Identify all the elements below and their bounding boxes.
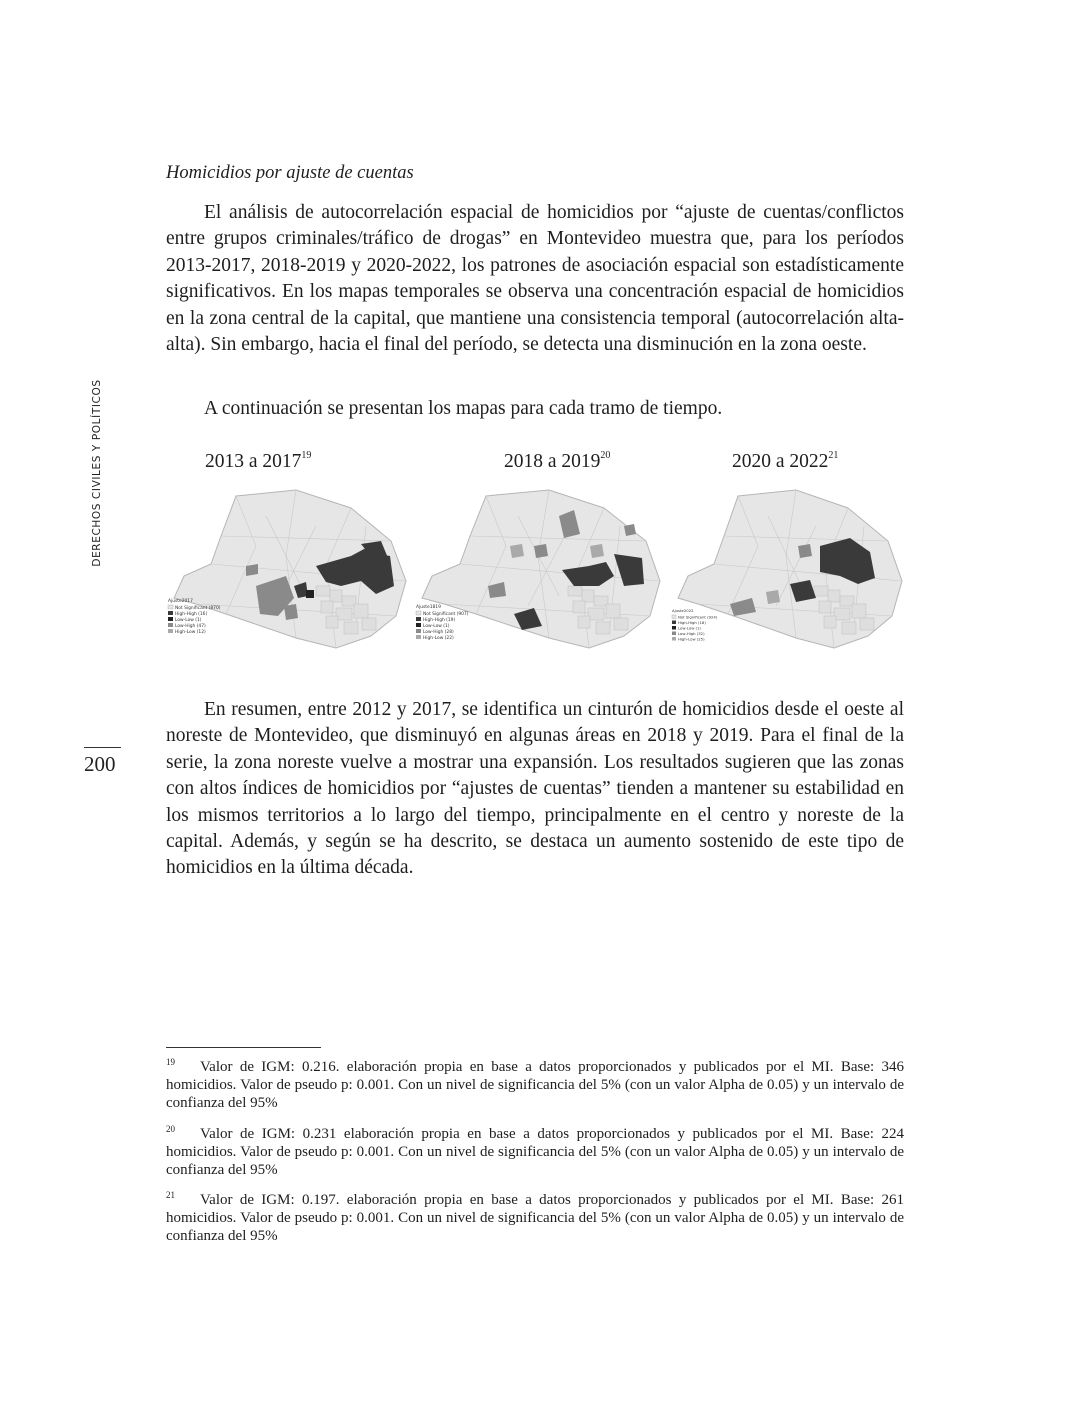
legend-item: Low-Low (1) [423, 624, 450, 629]
paragraph-intro [166, 200, 904, 358]
footnote-text: Valor de IGM: 0.216. elaboración propia en base a datos proporcionados y publicados por el MI. Base: 346 homicidios. Valor de pseudo p: 0.001. Con un nivel de significancia del 5% (con un valor Alpha de 0.05) y un intervalo de confianza del 95% [166, 1059, 904, 1111]
map-figure [414, 486, 666, 656]
map-legend [672, 608, 718, 642]
section-title: Homicidios por ajuste de cuentas [166, 163, 414, 183]
footnote-rule [166, 1047, 321, 1048]
map-label-text: 2018 a 2019 [504, 451, 601, 472]
legend-item: Not Significant (924) [678, 614, 718, 620]
legend-item: High-Low (25) [678, 636, 705, 642]
paragraph-intro-text: El análisis de autocorrelación espacial de homicidios por “ajuste de cuentas/conflictos entre grupos criminales/tráfico de drogas” en Montevideo muestra que, para los períodos 2013-2017, 2018-2019 y 2020-2022, los patrones de asociación espacial son estadísticamente significativos. En los mapas temporales se observa una concentración espacial de homicidios en la zona central de la capital, que mantiene una consistencia temporal (autocorrelación alta-alta). Sin embargo, hacia el final del período, se detecta una disminución en la zona oeste. [166, 202, 904, 356]
map-figure [166, 486, 411, 656]
map-figure [670, 486, 906, 656]
legend-item: Low-High (28) [423, 630, 454, 635]
map-label-text: 2020 a 2022 [732, 451, 829, 472]
legend-item: Low-Low (1) [678, 625, 701, 631]
footnote-ref[interactable]: 20 [600, 450, 611, 461]
lisa-map-2018-2019 [414, 486, 666, 656]
running-head-text: DERECHOS CIVILES Y POLÍTICOS [91, 379, 103, 567]
map-label-text: 2013 a 2017 [205, 451, 302, 472]
map-label-2020-2022 [732, 450, 838, 473]
running-head [87, 378, 107, 568]
legend-item: High-Low (12) [175, 630, 206, 635]
footnote-19 [166, 1054, 904, 1112]
lisa-map-2013-2017 [166, 486, 411, 656]
map-label-2018-2019 [504, 450, 610, 473]
footnote-number: 19 [166, 1057, 175, 1067]
footnote-ref[interactable]: 21 [828, 450, 839, 461]
page-number: 200 [84, 752, 116, 776]
legend-item: Low-Low (1) [175, 618, 202, 623]
footnote-text: Valor de IGM: 0.231 elaboración propia en base a datos proporcionados y publicados por el MI. Base: 224 homicidios. Valor de pseudo p: 0.001. Con un nivel de significancia del 5% (con un valor Alpha de 0.05) y un intervalo de confianza del 95% [166, 1126, 904, 1178]
high-low-clusters [766, 590, 780, 604]
lisa-map-2020-2022 [670, 486, 906, 656]
legend-item: Not Significant (870) [175, 606, 221, 611]
paragraph-maps-intro-text: A continuación se presentan los mapas para cada tramo de tiempo. [204, 398, 723, 419]
legend-item: High-High (16) [175, 612, 208, 617]
legend-item: High-High (18) [678, 620, 706, 625]
legend-item: Low-High (47) [175, 624, 206, 629]
page-number-rule [84, 747, 121, 748]
legend-item: Not Significant (907) [423, 612, 469, 617]
footnote-number: 21 [166, 1190, 175, 1200]
legend-item: High-High (19) [423, 618, 456, 623]
legend-title: Ajuste2022 [672, 608, 694, 613]
paragraph-maps-intro [166, 396, 904, 422]
map-label-2013-2017 [205, 450, 311, 473]
low-low-cluster [306, 590, 314, 598]
footnote-number: 20 [166, 1124, 175, 1134]
paragraph-summary [166, 697, 904, 882]
footnote-21 [166, 1187, 904, 1245]
legend-title: Ajuste1819 [416, 605, 441, 610]
footnote-text: Valor de IGM: 0.197. elaboración propia en base a datos proporcionados y publicados por el MI. Base: 261 homicidios. Valor de pseudo p: 0.001. Con un nivel de significancia del 5% (con un valor Alpha de 0.05) y un intervalo de confianza del 95% [166, 1192, 904, 1244]
legend-item: Low-High (32) [678, 631, 705, 636]
legend-item: High-Low (22) [423, 636, 454, 641]
footnote-20 [166, 1121, 904, 1179]
paragraph-summary-text: En resumen, entre 2012 y 2017, se identifica un cinturón de homicidios desde el oeste al noreste de Montevideo, que disminuyó en algunas áreas en 2018 y 2019. Para el final de la serie, la zona noreste vuelve a mostrar una expansión. Los resultados sugieren que las zonas con altos índices de homicidios por “ajustes de cuentas” tienden a mantener su estabilidad en los mismos territorios a lo largo del tiempo, principalmente en el centro y noreste de la capital. Además, y según se ha descrito, se destaca un aumento sostenido de este tipo de homicidios en la última década. [166, 699, 904, 879]
legend-title: Ajuste2017 [168, 599, 193, 604]
footnote-ref[interactable]: 19 [301, 450, 312, 461]
